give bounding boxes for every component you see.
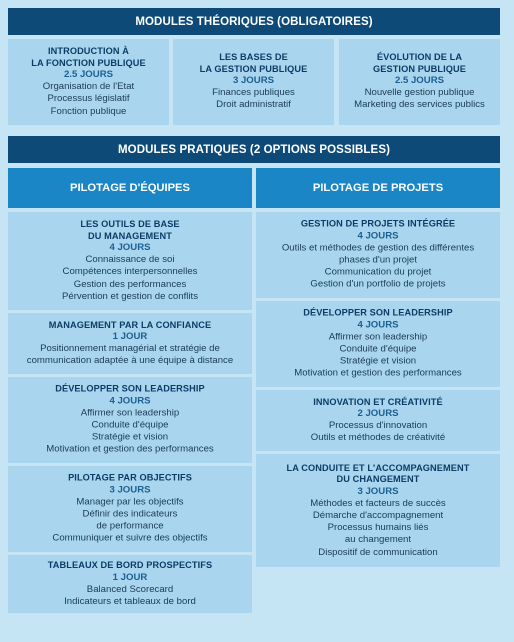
module-topic: Définir des indicateurs bbox=[82, 508, 178, 520]
module-topic: Dispositif de communication bbox=[318, 546, 438, 558]
module-topic: Processus législatif bbox=[47, 93, 130, 105]
module-duration: 2.5 JOURS bbox=[394, 75, 445, 87]
module-topic: Finances publiques bbox=[212, 87, 295, 99]
module-duration: 4 JOURS bbox=[109, 395, 151, 407]
module-content bbox=[256, 396, 500, 444]
module-content bbox=[339, 52, 500, 112]
module-topic: Indicateurs et tableaux de bord bbox=[64, 595, 196, 607]
column-header-teams bbox=[8, 168, 252, 208]
module-topic: Organisation de l'Etat bbox=[42, 81, 135, 93]
module-conduite-changement bbox=[256, 454, 500, 567]
module-title: DÉVELOPPER SON LEADERSHIP bbox=[55, 383, 205, 394]
module-duration: 2 JOURS bbox=[357, 407, 399, 419]
module-title: INTRODUCTION À bbox=[47, 46, 130, 57]
module-topic: Affirmer son leadership bbox=[328, 331, 428, 343]
module-content bbox=[8, 219, 252, 303]
module-title: DU MANAGEMENT bbox=[88, 230, 172, 241]
module-tableaux-bord bbox=[8, 555, 252, 613]
module-topic: Pérvention et gestion de conflits bbox=[62, 290, 198, 302]
module-topic: Outils et méthodes de créativité bbox=[310, 432, 446, 444]
module-topic: Fonction publique bbox=[50, 105, 127, 117]
module-topic: Affirmer son leadership bbox=[80, 407, 180, 419]
module-content bbox=[256, 308, 500, 381]
module-title: GESTION PUBLIQUE bbox=[373, 63, 466, 74]
module-topic: Droit administratif bbox=[216, 99, 291, 111]
module-topic: Marketing des services publics bbox=[354, 99, 485, 111]
module-topic: Nouvelle gestion publique bbox=[364, 87, 475, 99]
column-header-teams-text: PILOTAGE D'ÉQUIPES bbox=[70, 182, 190, 194]
module-topic: Démarche d'accompagnement bbox=[312, 509, 444, 521]
practice-modules-header bbox=[8, 136, 500, 163]
module-duration: 1 JOUR bbox=[112, 330, 148, 342]
theory-module-2 bbox=[173, 39, 334, 125]
module-duration: 3 JOURS bbox=[232, 75, 275, 87]
theory-header-text: MODULES THÉORIQUES (OBLIGATOIRES) bbox=[135, 15, 373, 28]
module-duration: 1 JOUR bbox=[112, 571, 148, 583]
module-topic: Outils et méthodes de gestion des différentes bbox=[281, 242, 475, 254]
module-title: LA CONDUITE ET L'ACCOMPAGNEMENT bbox=[286, 462, 470, 473]
theory-module-1 bbox=[8, 39, 169, 125]
module-topic: phases d'un projet bbox=[338, 254, 418, 266]
module-innovation bbox=[256, 390, 500, 451]
module-gestion-projets bbox=[256, 212, 500, 298]
practice-header-text: MODULES PRATIQUES (2 OPTIONS POSSIBLES) bbox=[117, 143, 391, 156]
module-title: LA GESTION PUBLIQUE bbox=[199, 63, 308, 74]
module-content bbox=[256, 462, 500, 558]
module-title: LES BASES DE bbox=[219, 52, 288, 63]
module-topic: Gestion des performances bbox=[73, 278, 187, 290]
module-duration: 2.5 JOURS bbox=[63, 69, 114, 81]
module-content bbox=[8, 319, 252, 367]
module-title: DÉVELOPPER SON LEADERSHIP bbox=[303, 307, 453, 318]
module-pilotage-objectifs bbox=[8, 466, 252, 552]
module-leadership-projects bbox=[256, 301, 500, 387]
module-outils-base bbox=[8, 212, 252, 310]
module-topic: communication adaptée à une équipe à distance bbox=[26, 355, 234, 367]
module-topic: Motivation et gestion des performances bbox=[294, 368, 462, 380]
module-topic: Manager par les objectifs bbox=[76, 496, 184, 508]
module-content bbox=[173, 52, 334, 112]
module-content bbox=[8, 46, 169, 118]
module-topic: au changement bbox=[344, 534, 412, 546]
module-topic: Méthodes et facteurs de succès bbox=[310, 497, 446, 509]
module-topic: Positionnement managérial et stratégie de bbox=[40, 342, 220, 354]
module-duration: 4 JOURS bbox=[357, 319, 399, 331]
module-title: GESTION DE PROJETS INTÉGRÉE bbox=[300, 218, 456, 229]
module-topic: de performance bbox=[96, 520, 164, 532]
module-topic: Communiquer et suivre des objectifs bbox=[52, 533, 208, 545]
module-content bbox=[256, 219, 500, 292]
module-topic: Processus d'innovation bbox=[328, 419, 428, 431]
module-topic: Connaissance de soi bbox=[85, 253, 175, 265]
module-content bbox=[8, 384, 252, 457]
column-projects bbox=[256, 212, 500, 567]
module-title: LA FONCTION PUBLIQUE bbox=[31, 57, 146, 68]
module-duration: 3 JOURS bbox=[357, 485, 399, 497]
module-topic: Stratégie et vision bbox=[91, 431, 169, 443]
module-topic: Motivation et gestion des performances bbox=[46, 444, 214, 456]
module-leadership-teams bbox=[8, 377, 252, 463]
column-header-projects-text: PILOTAGE DE PROJETS bbox=[312, 182, 444, 194]
module-duration: 4 JOURS bbox=[357, 230, 399, 242]
theory-modules-header bbox=[8, 8, 500, 35]
module-title: TABLEAUX DE BORD PROSPECTIFS bbox=[47, 559, 213, 570]
module-topic: Gestion d'un portfolio de projets bbox=[310, 279, 446, 291]
column-header-projects bbox=[256, 168, 500, 208]
module-topic: Balanced Scorecard bbox=[86, 583, 174, 595]
module-topic: Conduite d'équipe bbox=[91, 419, 169, 431]
module-topic: Conduite d'équipe bbox=[339, 343, 417, 355]
module-duration: 3 JOURS bbox=[109, 484, 151, 496]
module-topic: Processus humains liés bbox=[327, 521, 429, 533]
module-content bbox=[8, 473, 252, 546]
module-topic: Communication du projet bbox=[324, 266, 432, 278]
module-title: INNOVATION ET CRÉATIVITÉ bbox=[313, 396, 443, 407]
module-title: LES OUTILS DE BASE bbox=[80, 218, 180, 229]
module-title: PILOTAGE PAR OBJECTIFS bbox=[68, 472, 192, 483]
module-topic: Compétences interpersonnelles bbox=[62, 266, 198, 278]
module-title: DU CHANGEMENT bbox=[336, 473, 420, 484]
module-title: ÉVOLUTION DE LA bbox=[376, 52, 463, 63]
column-teams bbox=[8, 212, 252, 613]
module-title: MANAGEMENT PAR LA CONFIANCE bbox=[48, 319, 212, 330]
theory-module-3 bbox=[339, 39, 500, 125]
module-topic: Stratégie et vision bbox=[339, 355, 417, 367]
module-duration: 4 JOURS bbox=[109, 241, 151, 253]
module-management-confiance bbox=[8, 313, 252, 374]
module-content bbox=[8, 560, 252, 608]
